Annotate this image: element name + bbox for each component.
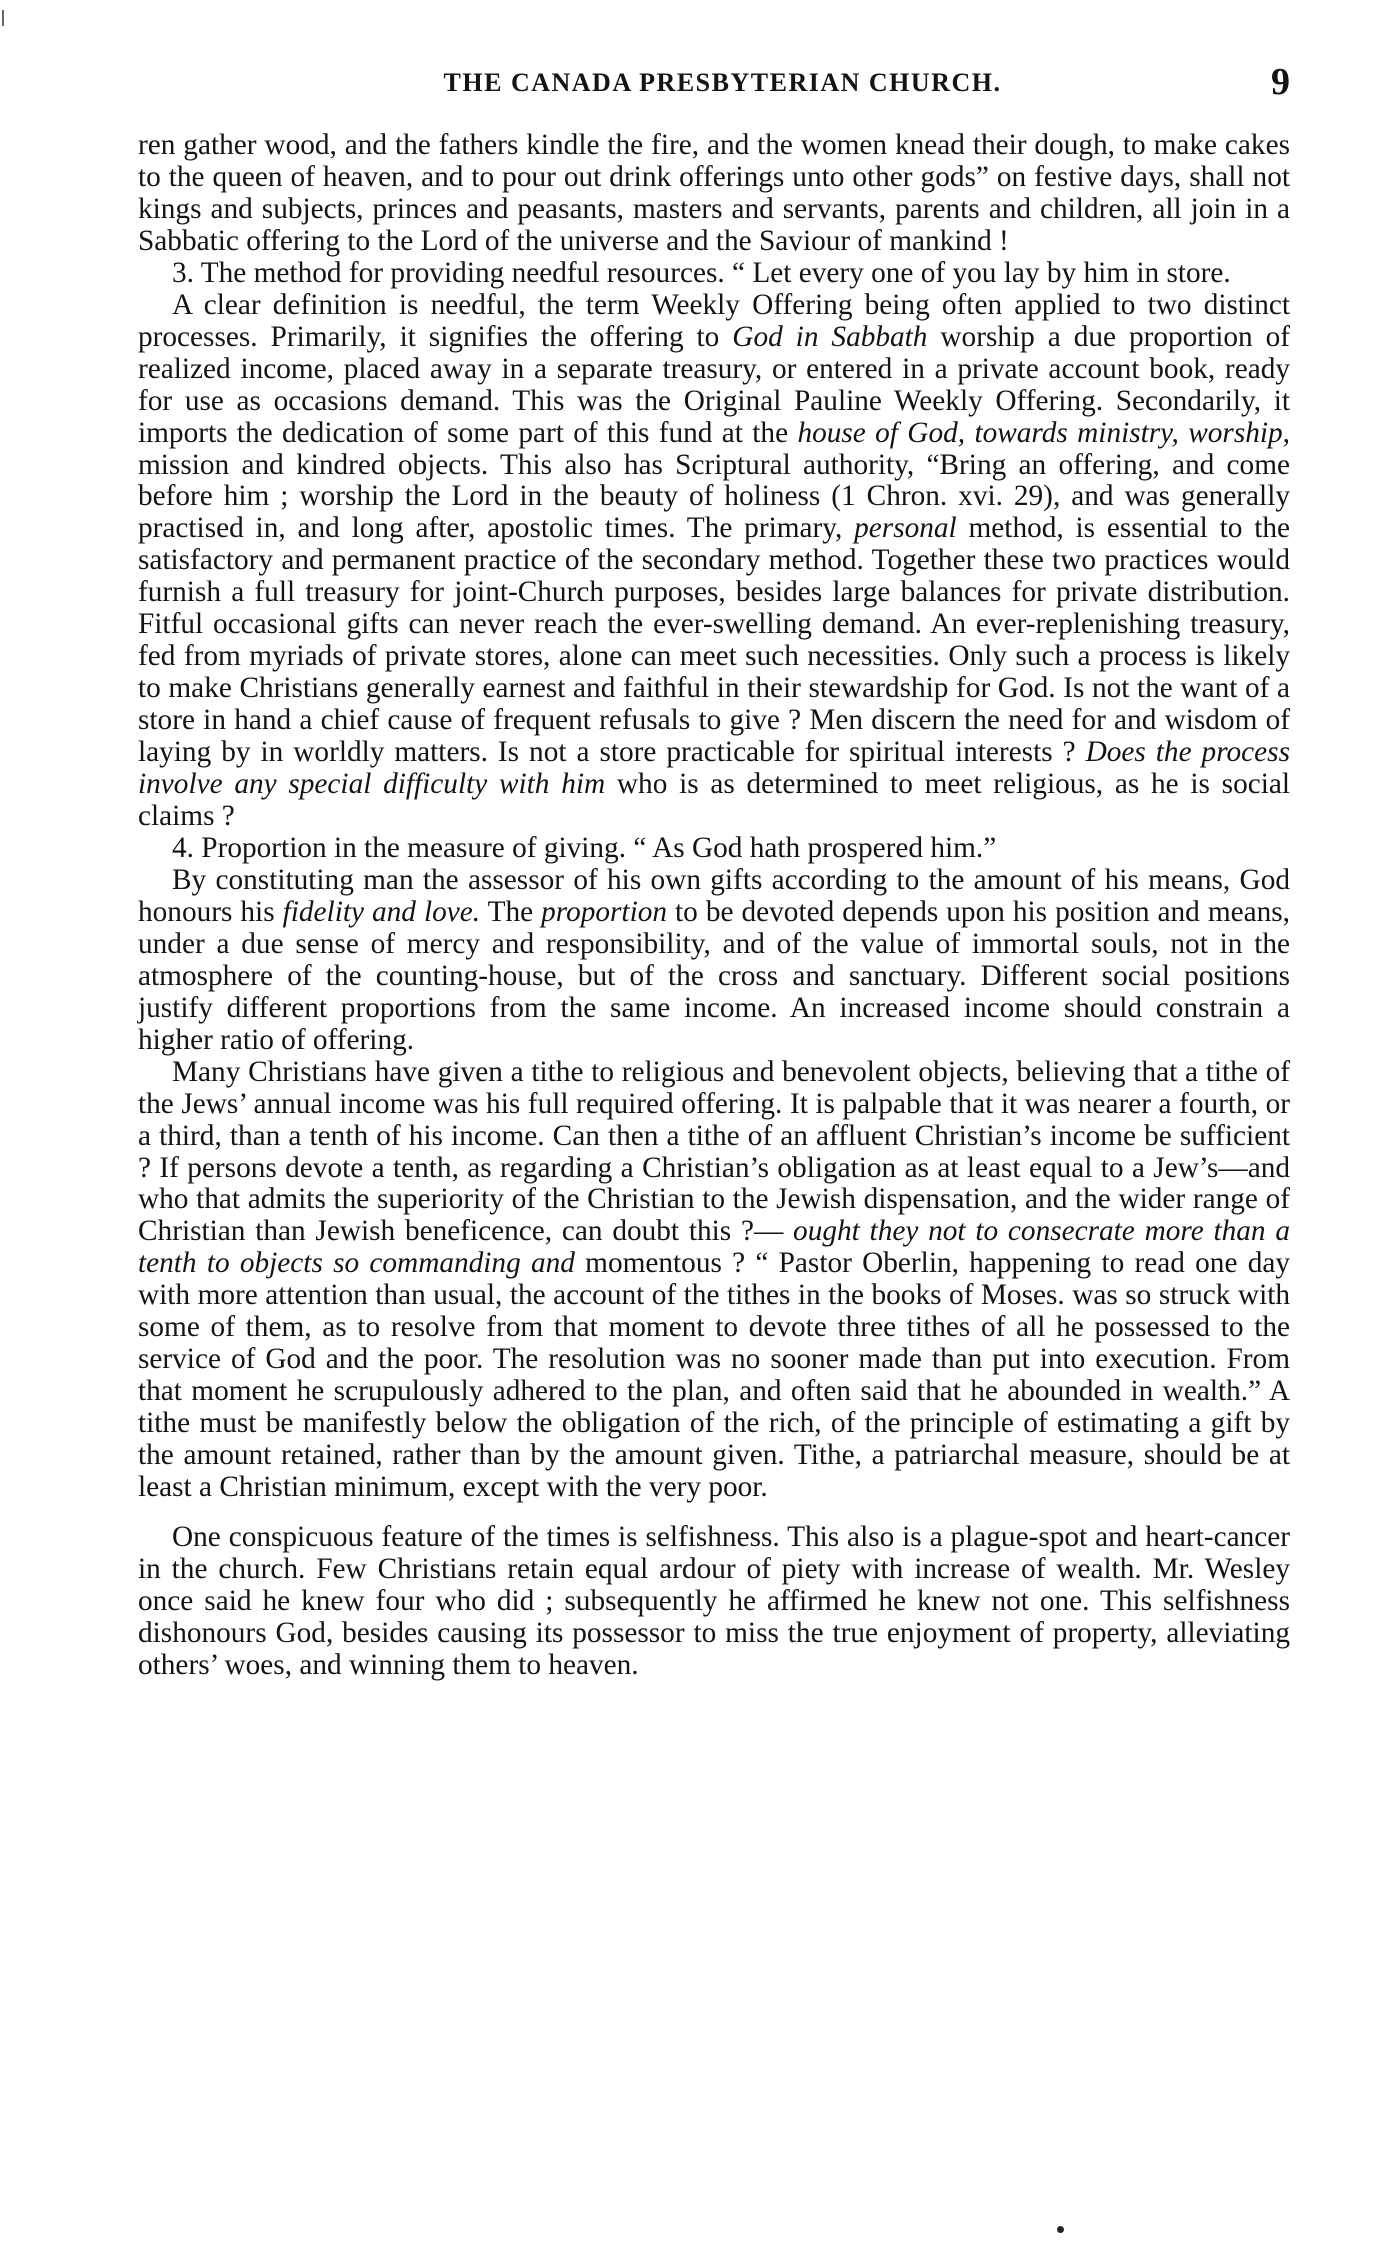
- text-run: A clear definition is needful, the term Weekly Offering being often applied to two distinct processes. Primarily, it signifies the offering to: [138, 288, 1290, 353]
- italic-text-run: Does the process involve any special difficulty with him: [138, 736, 1290, 801]
- paragraph-3: [138, 290, 1290, 833]
- text-run: momentous ? “ Pastor Oberlin, happening to read one day with more attention than usual, the account of the tithes in the books of Moses. was so struck with some of them, as to resolve from that moment to devote three tithes of all he possessed to the service of God and the poor. The resolution was no sooner made than put into execution. From that moment he scrupulously adhered to the plan, and often said that he abounded in wealth.” A tithe must be manifestly below the obligation of the rich, of the principle of estimating a gift by the amount retained, rather than by the amount given. Tithe, a patriarchal measure, should be at least a Christian minimum, except with the very poor.: [138, 1247, 1290, 1504]
- italic-text-run: personal: [854, 512, 957, 545]
- italic-text-run: house of God, towards ministry, worship,: [797, 416, 1290, 449]
- text-run: Many Christians have given a tithe to religious and benevolent objects, believing that a tithe of the Jews’ annual income was his full required offering. It is palpable that it was nearer a fourth, or a third, than a tenth of his income. Can then a tithe of an affluent Christian’s income be sufficient ? If persons devote a tenth, as regarding a Christian’s obligation as at least equal to a Jew’s—and who that admits the superiority of the Christian to the Jewish dispensation, and the wider range of Christian than Jewish beneficence, can doubt this ?—: [138, 1055, 1290, 1248]
- paragraph-2: [138, 258, 1290, 290]
- paragraph-7: [138, 1522, 1290, 1682]
- italic-text-run: ought they not to consecrate more than a tenth to objects so commanding and: [138, 1215, 1291, 1280]
- text-run: By constituting man the assessor of his own gifts according to the amount of his means, God honours his: [138, 863, 1290, 928]
- scan-edge-mark: [2, 10, 4, 26]
- text-run: One conspicuous feature of the times is selfishness. This also is a plague-spot and heart-cancer in the church. Few Christians retain equal ardour of piety with increase of wealth. Mr. Wesley once said he knew four who did ; subsequently he affirmed he knew not one. This selfishness dishonours God, besides causing its possessor to miss the true enjoyment of property, alleviating others’ woes, and winning them to heaven.: [138, 1520, 1290, 1681]
- italic-text-run: fidelity and love.: [282, 895, 481, 928]
- text-run: to be devoted depends upon his position and means, under a due sense of mercy and responsibility, and of the value of immortal souls, not in the atmosphere of the counting-house, but of the cross and sanctuary. Different social positions justify different proportions from the same income. An increased income should constrain a higher ratio of offering.: [138, 895, 1290, 1056]
- paragraph-4: [138, 833, 1290, 865]
- paragraph-5: [138, 865, 1290, 1057]
- text-run: 4. Proportion in the measure of giving. “ As God hath prospered him.”: [172, 831, 997, 864]
- scan-speck: [1057, 2226, 1064, 2233]
- running-title: THE CANADA PRESBYTERIAN CHURCH.: [443, 68, 1002, 97]
- italic-text-run: God in Sabbath: [732, 320, 928, 353]
- text-run: worship a due proportion of realized income, placed away in a separate treasury, or entered in a private account book, ready for use as occasions demand. This was the Original Pauline Weekly Offering. Secondarily, it imports the dedication of some part of this fund at the: [138, 320, 1290, 449]
- body-text: [138, 130, 1290, 1682]
- page-number: 9: [1271, 61, 1290, 103]
- text-run: The: [480, 895, 542, 928]
- text-run: who is as determined to meet religious, as he is social claims ?: [138, 768, 1291, 833]
- paragraph-1: [138, 130, 1290, 258]
- paragraph-6: [138, 1057, 1290, 1504]
- text-run: 3. The method for providing needful resources. “ Let every one of you lay by him in store.: [172, 256, 1231, 289]
- text-run: mission and kindred objects. This also has Scriptural authority, “Bring an offering, and come before him ; worship the Lord in the beauty of holiness (1 Chron. xvi. 29), and was generally practised in, and long after, apostolic times. The primary,: [138, 448, 1290, 545]
- italic-text-run: proportion: [541, 895, 668, 928]
- text-run: method, is essential to the satisfactory and permanent practice of the secondary method. Together these two practices would furnish a full treasury for joint-Church purposes, besides large balances for private distribution. Fitful occasional gifts can never reach the ever-swelling demand. An ever-replenishing treasury, fed from myriads of private stores, alone can meet such necessities. Only such a process is likely to make Christians generally earnest and faithful in their stewardship for God. Is not the want of a store in hand a chief cause of frequent refusals to give ? Men discern the need for and wisdom of laying by in worldly matters. Is not a store practicable for spiritual interests ?: [138, 512, 1290, 769]
- running-head: [155, 60, 1290, 110]
- text-run: ren gather wood, and the fathers kindle the fire, and the women knead their dough, to make cakes to the queen of heaven, and to pour out drink offerings unto other gods” on festive days, shall not kings and subjects, princes and peasants, masters and servants, parents and children, all join in a Sabbatic offering to the Lord of the universe and the Saviour of mankind !: [138, 129, 1290, 257]
